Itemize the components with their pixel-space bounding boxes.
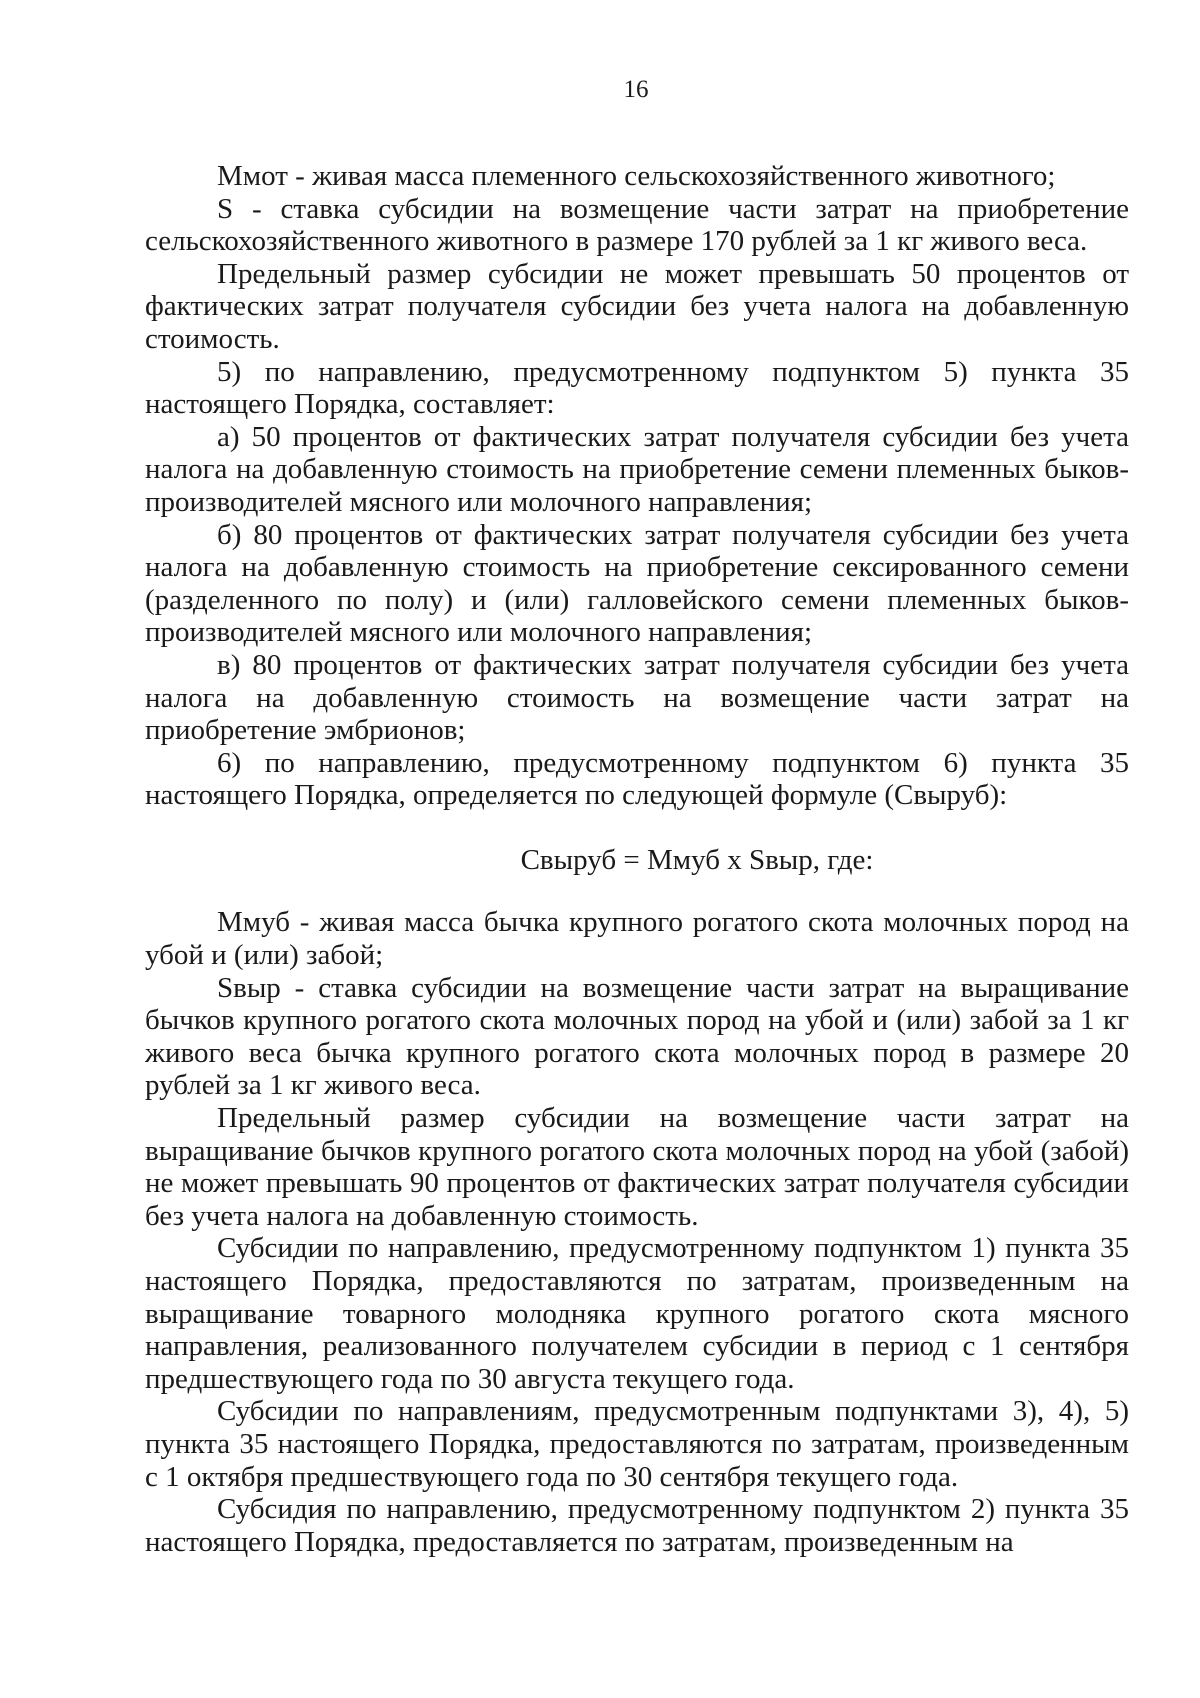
paragraph-mmub-definition: Ммуб - живая масса бычка крупного рогатого скота молочных пород на убой и (или) забой; xyxy=(145,906,1129,972)
page-number: 16 xyxy=(623,76,649,103)
paragraph-limit-50-percent: Предельный размер субсидии не может превышать 50 процентов от фактических затрат получателя субсидии без учета налога на добавленную стоимость. xyxy=(145,257,1129,355)
paragraph-item-5: 5) по направлению, предусмотренному подпунктом 5) пункта 35 настоящего Порядка, составляет: xyxy=(145,355,1129,421)
paragraph-item-5a: а) 50 процентов от фактических затрат получателя субсидии без учета налога на добавленную стоимость на приобретение семени племенных быков-производителей мясного или молочного направления; xyxy=(145,420,1129,518)
paragraph-svyr-rate-definition: Sвыр - ставка субсидии на возмещение части затрат на выращивание бычков крупного рогатого скота молочных пород на убой и (или) забой за 1 кг живого веса бычка крупного рогатого скота молочных пород в размере 20 рублей за 1 кг живого веса. xyxy=(145,971,1129,1102)
paragraph-limit-90-percent: Предельный размер субсидии на возмещение части затрат на выращивание бычков крупного рогатого скота молочных пород на убой (забой) не может превышать 90 процентов от фактических затрат получателя субсидии без учета налога на добавленную стоимость. xyxy=(145,1102,1129,1232)
document-body xyxy=(145,160,1129,1558)
paragraph-mmot-definition: Ммот - живая масса племенного сельскохозяйственного животного; xyxy=(217,160,1056,192)
paragraph-item-6: 6) по направлению, предусмотренному подпунктом 6) пункта 35 настоящего Порядка, определяется по следующей формуле (Свыруб): xyxy=(145,746,1129,812)
formula-svyrub: Свыруб = Ммуб x Sвыр, где: xyxy=(520,843,874,876)
paragraph-subsidy-item-2: Субсидия по направлению, предусмотренному подпунктом 2) пункта 35 настоящего Порядка, предоставляется по затратам, произведенным на xyxy=(145,1493,1129,1558)
paragraph-item-5v: в) 80 процентов от фактических затрат получателя субсидии без учета налога на добавленную стоимость на возмещение части затрат на приобретение эмбрионов; xyxy=(145,648,1129,747)
paragraph-item-5b: б) 80 процентов от фактических затрат получателя субсидии без учета налога на добавленную стоимость на приобретение сексированного семени (разделенного по полу) и (или) галловейского семени племенных быков-производителей мясного или молочного направления; xyxy=(145,518,1129,649)
paragraph-subsidy-item-1-period: Субсидии по направлению, предусмотренному подпунктом 1) пункта 35 настоящего Порядка, предоставляются по затратам, произведенным на выращивание товарного молодняка крупного рогатого скота мясного направления, реализованного получателем субсидии в период с 1 сентября предшествующего года по 30 августа текущего года. xyxy=(145,1232,1129,1395)
paragraph-subsidy-items-3-4-5-period: Субсидии по направлениям, предусмотренным подпунктами 3), 4), 5) пункта 35 настоящего Порядка, предоставляются по затратам, произведенным с 1 октября предшествующего года по 30 сентября текущего года. xyxy=(145,1395,1129,1493)
paragraph-s-rate-definition: S - ставка субсидии на возмещение части затрат на приобретение сельскохозяйственного животного в размере 170 рублей за 1 кг живого веса. xyxy=(145,192,1129,258)
